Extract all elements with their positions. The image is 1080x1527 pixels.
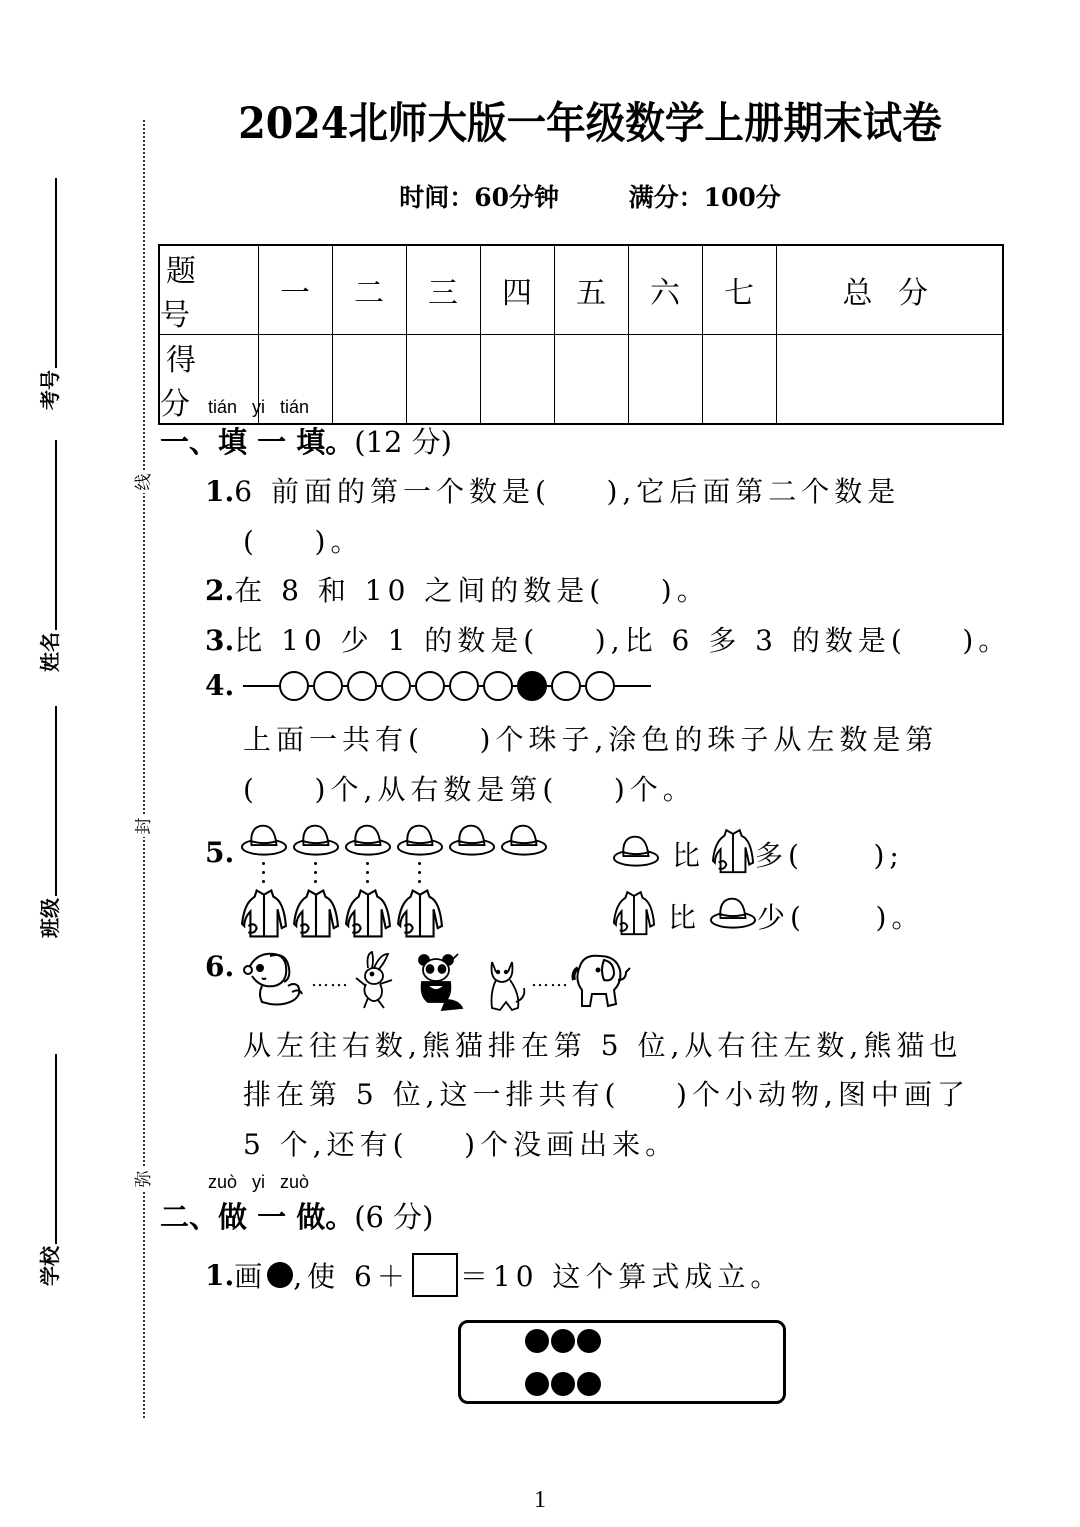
s2-q1-mid: ,使 6＋ (293, 1260, 410, 1293)
q5-number-line (205, 836, 234, 869)
section2-pinyin: zuò yi zuò (208, 1172, 310, 1192)
score-cell-5[interactable] (554, 335, 628, 425)
score-header: 得 分 (159, 335, 258, 425)
school-blank[interactable] (55, 1054, 57, 1244)
coat-icon (292, 886, 340, 943)
q5-compare1-bi: 比 (672, 838, 706, 872)
coat-icon (344, 886, 392, 943)
q1-number: 1. (205, 475, 235, 508)
filled-bead-icon (517, 671, 547, 701)
section1-pinyin: tián yi tián (208, 397, 310, 417)
bead-icon (313, 671, 343, 701)
bead-icon (483, 671, 513, 701)
given-dots-row-2 (525, 1372, 601, 1396)
col-7: 七 (702, 245, 776, 335)
bead-icon (381, 671, 411, 701)
q6-number-line (205, 950, 234, 983)
cat-icon (486, 958, 528, 1012)
name-field[interactable] (34, 440, 63, 672)
name-blank[interactable] (55, 440, 57, 630)
bead-icon (279, 671, 309, 701)
s2-q1-post: ＝10 这个算式成立。 (459, 1260, 784, 1293)
section1-heading: 一、填 一 填。 (160, 425, 355, 459)
col-2: 二 (332, 245, 406, 335)
class-blank[interactable] (55, 706, 57, 896)
binding-char-feng: 封 (133, 815, 155, 837)
col-1: 一 (258, 245, 332, 335)
q3-text: 比 10 少 1 的数是( ),比 6 多 3 的数是( )。 (234, 624, 1012, 657)
score-cell-4[interactable] (480, 335, 554, 425)
ellipsis-1: …… (311, 970, 349, 991)
bead-icon (347, 671, 377, 701)
coat-icon (240, 886, 288, 943)
binding-dotted-line (143, 120, 145, 1418)
question-number-row (159, 245, 1003, 335)
dog-icon (240, 948, 306, 1010)
section1-title (160, 420, 452, 461)
name-label: 姓名 (38, 632, 62, 672)
exam-number-blank[interactable] (55, 178, 57, 368)
coat-icon (396, 886, 444, 943)
panda-icon (414, 950, 464, 1012)
school-label: 学校 (38, 1246, 62, 1286)
col-5: 五 (554, 245, 628, 335)
ellipsis-2: …… (531, 970, 569, 991)
q1-line1 (205, 470, 900, 510)
elephant-icon (570, 950, 632, 1010)
q1-text: 6 前面的第一个数是( ),它后面第二个数是 (234, 475, 901, 508)
q2-number: 2. (205, 574, 235, 607)
score-cell-6[interactable] (628, 335, 702, 425)
page-number: 1 (534, 1487, 546, 1513)
hat-icon (292, 822, 340, 861)
q4-line2: ( )个,从右数是第( )个。 (243, 773, 696, 806)
q6-line2: 排在第 5 位,这一排共有( )个小动物,图中画了 (243, 1078, 970, 1111)
matching-dotted-line (418, 862, 421, 889)
exam-number-field[interactable] (34, 178, 63, 410)
matching-dotted-line (366, 862, 369, 889)
dot-icon (577, 1372, 601, 1396)
q4-number-line (205, 669, 234, 702)
col-6: 六 (628, 245, 702, 335)
dot-icon (551, 1372, 575, 1396)
filled-circle-icon (267, 1262, 293, 1288)
q1-line2: ( )。 (243, 525, 364, 558)
drawing-area[interactable] (458, 1320, 786, 1404)
q5-compare1-end: 多( ); (755, 838, 904, 872)
section2-heading: 二、做 一 做。 (160, 1200, 355, 1234)
q4-line1: 上面一共有( )个珠子,涂色的珠子从左数是第 (243, 723, 939, 756)
q5-compare2-bi: 比 (668, 900, 702, 934)
exam-full-score: 满分：100分 (628, 183, 781, 212)
answer-box[interactable] (412, 1253, 458, 1297)
q2-text: 在 8 和 10 之间的数是( )。 (234, 574, 710, 607)
bead-string (243, 671, 651, 701)
exam-meta (160, 178, 1020, 214)
coat-row (240, 886, 448, 943)
q5-compare1 (612, 826, 904, 881)
binding-char-xian: 线 (133, 471, 155, 493)
matching-dotted-line (262, 862, 265, 889)
s2-q1-pre: 画 (234, 1260, 268, 1293)
school-field[interactable] (34, 1054, 63, 1286)
score-cell-total[interactable] (776, 335, 1003, 425)
dot-icon (551, 1329, 575, 1353)
dot-icon (577, 1329, 601, 1353)
q6-number: 6. (205, 950, 235, 983)
q3-number: 3. (205, 624, 235, 657)
rabbit-icon (350, 950, 396, 1010)
q3 (205, 619, 1011, 659)
matching-dotted-line (314, 862, 317, 889)
dot-icon (525, 1329, 549, 1353)
section1-points: (12 分) (354, 425, 452, 459)
exam-time: 时间：60分钟 (399, 183, 559, 212)
q6-line3: 5 个,还有( )个没画出来。 (243, 1128, 679, 1161)
hat-icon (709, 895, 757, 937)
bead-icon (415, 671, 445, 701)
hat-icon (396, 822, 444, 861)
bead-icon (551, 671, 581, 701)
s2-q1-number: 1. (205, 1258, 235, 1292)
q5-number: 5. (205, 836, 235, 869)
section2-points: (6 分) (354, 1200, 434, 1234)
class-label: 班级 (38, 898, 62, 938)
hat-icon (612, 833, 660, 875)
q6-line1: 从左往右数,熊猫排在第 5 位,从右往左数,熊猫也 (243, 1029, 963, 1062)
q2 (205, 569, 710, 609)
exam-number-label: 考号 (38, 370, 62, 410)
score-cell-3[interactable] (406, 335, 480, 425)
page-title: 2024北师大版一年级数学上册期末试卷 (238, 99, 942, 149)
hat-icon (344, 822, 392, 861)
hat-icon (500, 822, 548, 861)
binding-char-mi: 弥 (133, 1168, 155, 1190)
q5-compare2-end: 少( )。 (757, 900, 925, 934)
coat-icon (711, 826, 755, 881)
class-field[interactable] (34, 706, 63, 938)
hat-icon (448, 822, 496, 861)
question-number-header: 题 号 (159, 245, 258, 335)
coat-icon (612, 888, 656, 943)
dot-icon (525, 1372, 549, 1396)
col-total: 总 分 (776, 245, 1003, 335)
q4-number: 4. (205, 669, 235, 702)
bead-icon (449, 671, 479, 701)
hat-icon (240, 822, 288, 861)
hat-row (240, 822, 552, 861)
q5-compare2 (612, 888, 924, 943)
s2-q1 (205, 1253, 783, 1297)
col-3: 三 (406, 245, 480, 335)
bead-icon (585, 671, 615, 701)
col-4: 四 (480, 245, 554, 335)
given-dots-row-1 (525, 1329, 601, 1353)
section2-title (160, 1195, 434, 1236)
score-cell-2[interactable] (332, 335, 406, 425)
score-cell-7[interactable] (702, 335, 776, 425)
